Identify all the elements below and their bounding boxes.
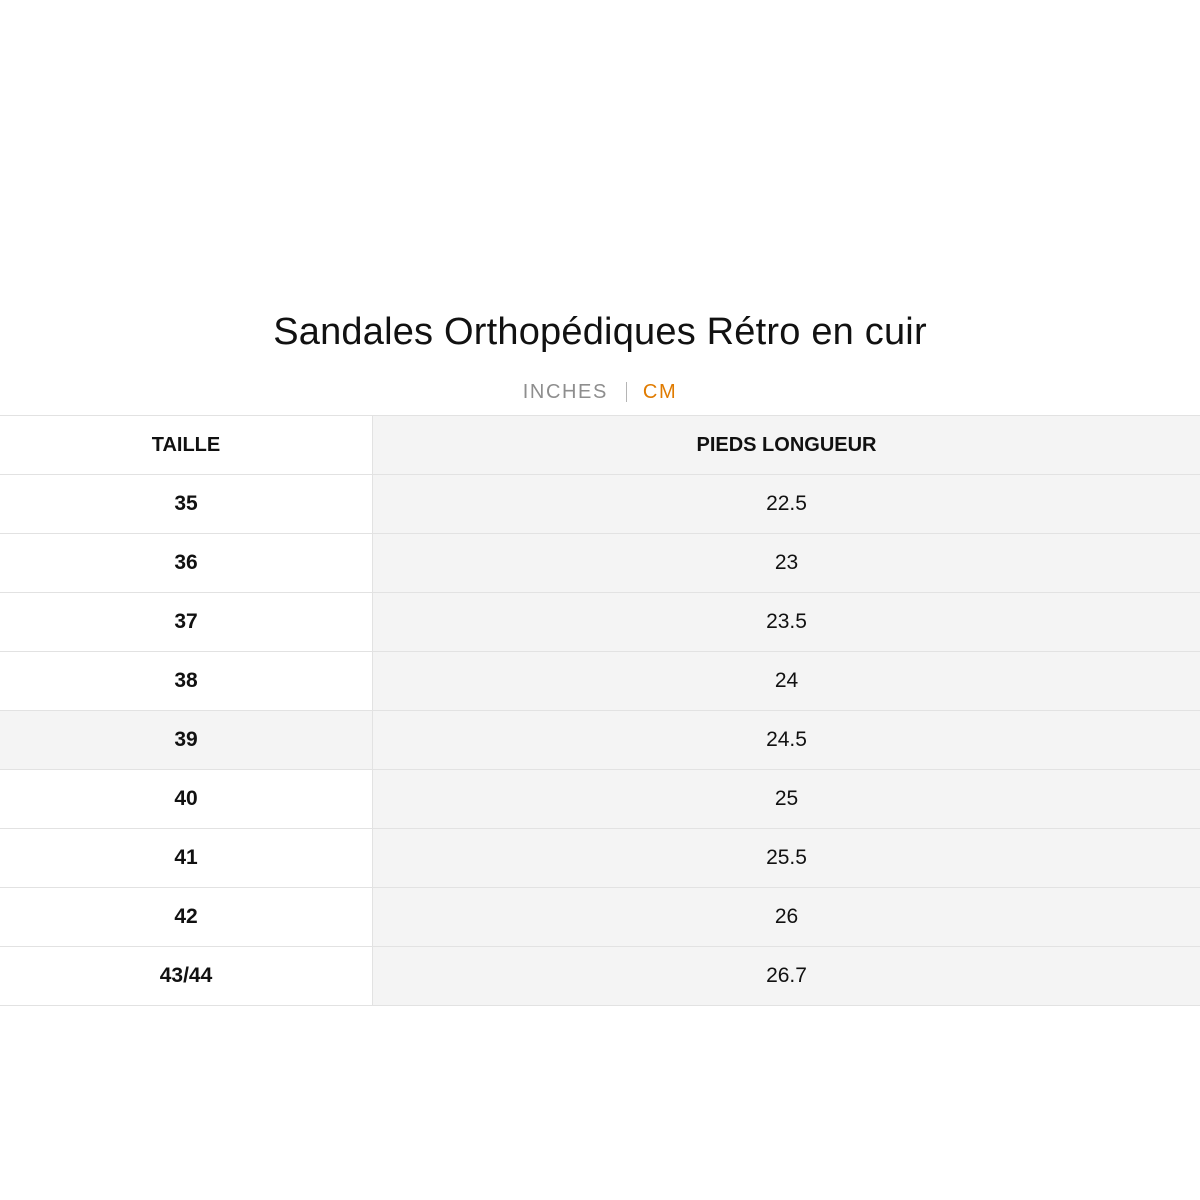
table-row [0, 652, 1200, 711]
length-cell: 23.5 [373, 593, 1200, 652]
table-row [0, 534, 1200, 593]
table-row [0, 711, 1200, 770]
size-table [0, 415, 1200, 1006]
unit-divider [626, 382, 627, 402]
length-cell: 25 [373, 770, 1200, 829]
table-header-row [0, 416, 1200, 475]
length-cell: 26 [373, 888, 1200, 947]
header-size: TAILLE [0, 416, 373, 475]
length-cell: 25.5 [373, 829, 1200, 888]
table-row [0, 770, 1200, 829]
length-cell: 24.5 [373, 711, 1200, 770]
length-cell: 26.7 [373, 947, 1200, 1006]
unit-toggle [0, 378, 1200, 406]
table-row [0, 947, 1200, 1006]
size-cell: 35 [0, 475, 373, 534]
size-cell: 37 [0, 593, 373, 652]
unit-inches-tab[interactable]: INCHES [522, 381, 608, 403]
table-row [0, 829, 1200, 888]
size-cell: 36 [0, 534, 373, 593]
table-row [0, 475, 1200, 534]
length-cell: 23 [373, 534, 1200, 593]
size-cell: 41 [0, 829, 373, 888]
table-row [0, 593, 1200, 652]
size-cell: 40 [0, 770, 373, 829]
unit-cm-tab[interactable]: CM [642, 381, 678, 403]
size-cell: 39 [0, 711, 373, 770]
size-cell: 43/44 [0, 947, 373, 1006]
size-cell: 38 [0, 652, 373, 711]
size-cell: 42 [0, 888, 373, 947]
length-cell: 22.5 [373, 475, 1200, 534]
page-title: Sandales Orthopédiques Rétro en cuir [273, 311, 927, 353]
header-foot-length: PIEDS LONGUEUR [373, 416, 1200, 475]
table-row [0, 888, 1200, 947]
length-cell: 24 [373, 652, 1200, 711]
